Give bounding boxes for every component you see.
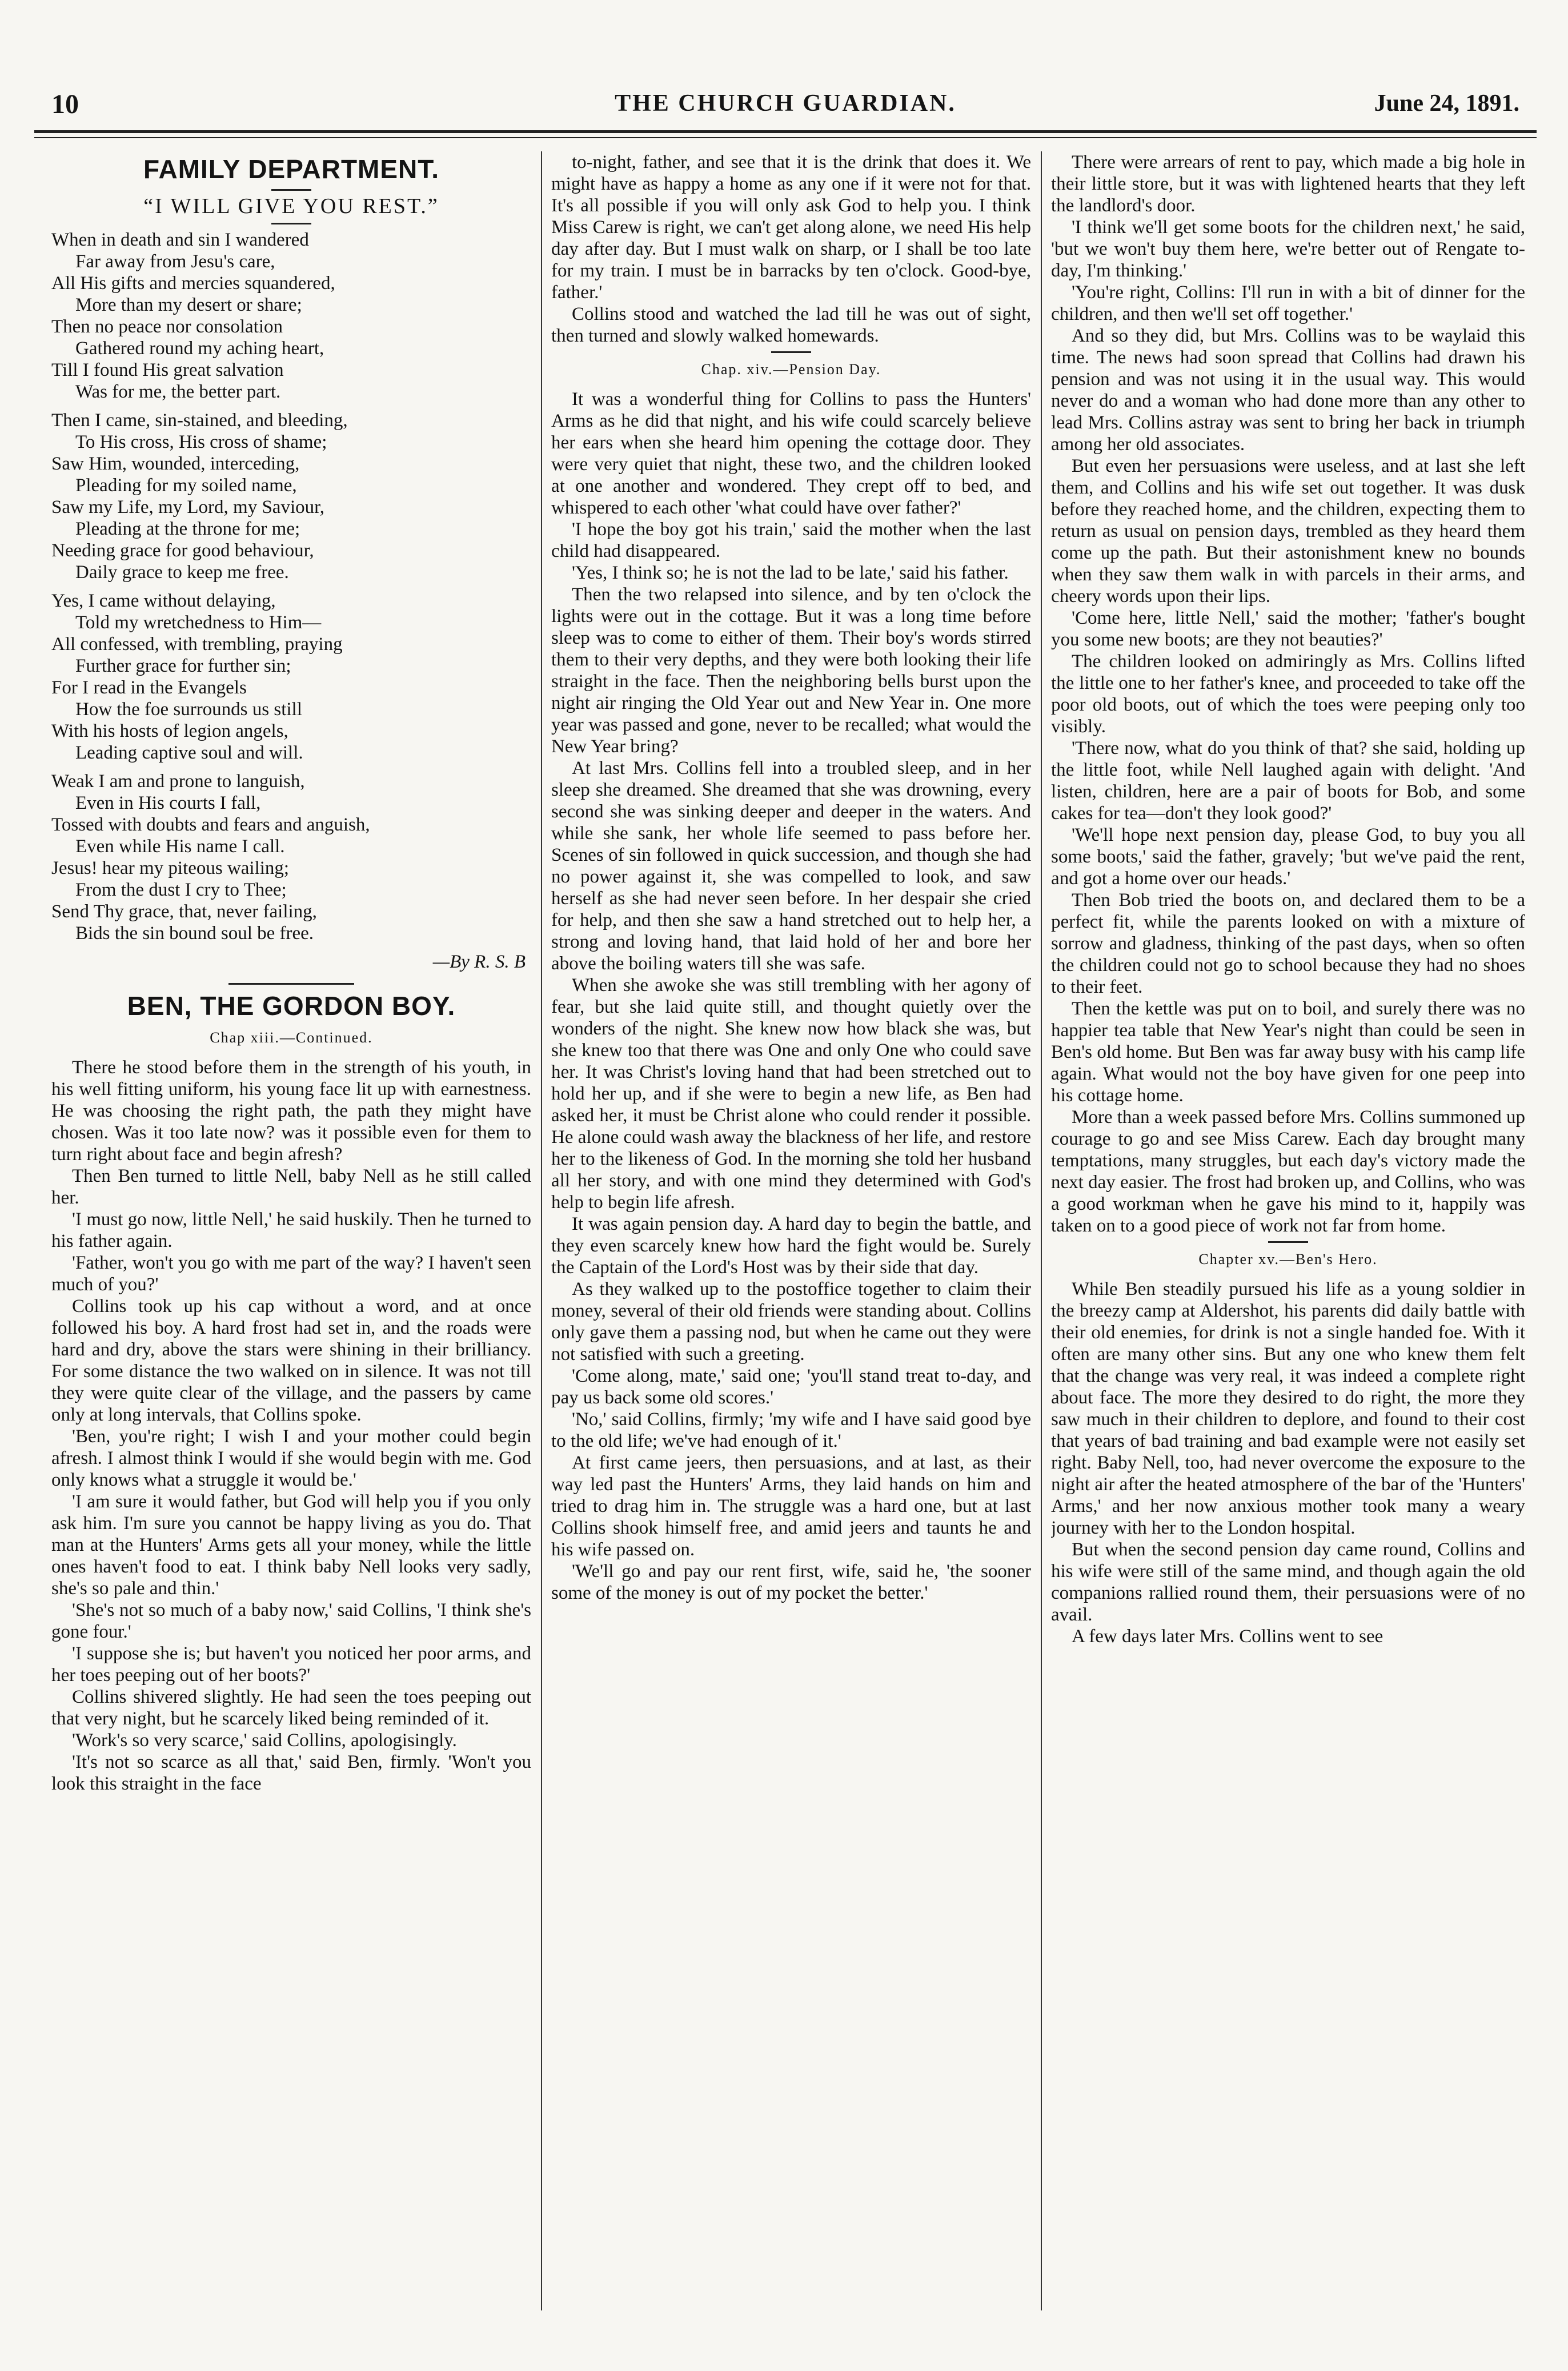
divider bbox=[228, 983, 354, 985]
poem-line: Saw my Life, my Lord, my Saviour, bbox=[51, 497, 325, 517]
divider bbox=[771, 351, 811, 353]
paragraph: The children looked on admiringly as Mrs. Collins lifted the little one to her father's knee, and proceeded to take off the poor old boots, out of which the toes were peeping only too visibly. bbox=[1051, 651, 1525, 737]
paragraph: Collins shivered slightly. He had seen the toes peeping out that very night, but he scarcely liked being reminded of it. bbox=[51, 1687, 531, 1729]
poem-title: “I WILL GIVE YOU REST.” bbox=[143, 194, 439, 218]
story-text bbox=[1051, 151, 1525, 1237]
paragraph: 'Come here, little Nell,' said the mother; 'father's bought you some new boots; are they not beauties?' bbox=[1051, 608, 1525, 650]
poem-line: Then I came, sin-stained, and bleeding, bbox=[51, 410, 348, 431]
paragraph: 'She's not so much of a baby now,' said Collins, 'I think she's gone four.' bbox=[51, 1600, 531, 1642]
chapter-heading: Chap xiii.—Continued. bbox=[210, 1029, 373, 1046]
paragraph: to-night, father, and see that it is the drink that does it. We might have as happy a home as any one if it were not for that. It's all possible if you will only ask God to help you. I think Miss Carew is right, we can't get along alone, we need His help day after day. But I must walk on sharp, or I shall be too late for my train. I must be in barracks by ten o'clock. Good-bye, father.' bbox=[551, 152, 1031, 303]
poem-line: Daily grace to keep me free. bbox=[75, 562, 289, 583]
paragraph: Then Ben turned to little Nell, baby Nell as he still called her. bbox=[51, 1166, 531, 1208]
paragraph: Then the two relapsed into silence, and by ten o'clock the lights were out in the cottage. But it was a long time before sleep was to come to either of them. Their boy's words stirred them to their very depths, and they were both looking their life straight in the face. Then the neighboring bells burst upon the night air ringing the Old Year out and New Year in. One more year was passed and gone, never to be recalled; what would the New Year bring? bbox=[551, 584, 1031, 757]
paragraph: 'I am sure it would father, but God will help you if you only ask him. I'm sure you cannot be happy living as you do. That man at the Hunters' Arms gets all your money, while the little ones haven't food to eat. I think baby Nell looks very sadly, she's so pale and thin.' bbox=[51, 1491, 531, 1599]
poem-line: Pleading at the throne for me; bbox=[75, 519, 300, 539]
poem-line: Even in His courts I fall, bbox=[75, 793, 261, 813]
paragraph: Collins stood and watched the lad till he was out of sight, then turned and slowly walked homewards. bbox=[551, 304, 1031, 346]
poem-line: To His cross, His cross of shame; bbox=[75, 432, 327, 452]
paragraph: 'We'll hope next pension day, please God, to buy you all some boots,' said the father, gravely; 'but we've paid the rent, and got a home over our heads.' bbox=[1051, 825, 1525, 889]
poem-line: Leading captive soul and will. bbox=[75, 743, 303, 763]
poem-line: For I read in the Evangels bbox=[51, 677, 247, 698]
poem-line: Needing grace for good behaviour, bbox=[51, 540, 314, 561]
divider bbox=[271, 223, 311, 224]
poem-line: All confessed, with trembling, praying bbox=[51, 634, 343, 655]
poem-stanza bbox=[51, 410, 531, 583]
paragraph: A few days later Mrs. Collins went to see bbox=[1072, 1626, 1383, 1647]
poem-stanza bbox=[51, 229, 531, 403]
paragraph: More than a week passed before Mrs. Collins summoned up courage to go and see Miss Carew. Each day brought many temptations, many struggles, but each day's victory made the next day easier. The frost had broken up, and Collins, who was a good workman when he gave his mind to it, happily was taken on to a good piece of work not far from home. bbox=[1051, 1107, 1525, 1236]
divider bbox=[271, 189, 311, 191]
paragraph: It was a wonderful thing for Collins to pass the Hunters' Arms as he did that night, and his wife could scarcely believe her ears when she heard him opening the cottage door. They were very quiet that night, these two, and the children looked at one another and wondered. They crept off to bed, and whispered to each other 'what could have over father?' bbox=[551, 389, 1031, 518]
paragraph: 'Yes, I think so; he is not the lad to be late,' said his father. bbox=[572, 563, 1009, 583]
paragraph: There he stood before them in the strength of his youth, in his well fitting uniform, his young face lit up with earnestness. He was choosing the right path, the path they might have chosen. Was it too late now? was it possible even for them to turn right about face and begin afresh? bbox=[51, 1057, 531, 1165]
poem-line: How the foe surrounds us still bbox=[75, 699, 302, 720]
paragraph: As they walked up to the postoffice together to claim their money, several of their old friends were standing about. Collins only gave them a passing nod, but when he came out they were not satisfied with such a greeting. bbox=[551, 1279, 1031, 1365]
poem-line: Saw Him, wounded, interceding, bbox=[51, 454, 300, 474]
poem-line: Pleading for my soiled name, bbox=[75, 475, 297, 496]
paragraph: 'We'll go and pay our rent first, wife, said he, 'the sooner some of the money is out of my pocket the better.' bbox=[551, 1561, 1031, 1603]
page-header bbox=[34, 89, 1537, 123]
paragraph: It was again pension day. A hard day to begin the battle, and they even scarcely knew how hard the fight would be. Surely the Captain of the Lord's Host was by their side that day. bbox=[551, 1214, 1031, 1278]
paragraph: 'Father, won't you go with me part of the way? I haven't seen much of you?' bbox=[51, 1253, 531, 1295]
chapter-heading: Chap. xiv.—Pension Day. bbox=[701, 361, 881, 378]
issue-date: June 24, 1891. bbox=[1374, 90, 1519, 117]
paragraph: At last Mrs. Collins fell into a troubled sleep, and in her sleep she dreamed. She dreamed that she was drowning, every second she was sinking deeper and deeper in the waters. And while she sank, her whole life seemed to pass before her. Scenes of sin followed in quick succession, and though she had no power against it, she was compelled to look, and saw herself as she had never seen before. In her despair she cried for help, and then she saw a hand stretched out to help her, a strong and loving hand, that laid hold of her and bore her above the boiling waters till she was safe. bbox=[551, 758, 1031, 974]
poem-line: Till I found His great salvation bbox=[51, 360, 284, 380]
divider bbox=[1268, 1241, 1308, 1243]
poem-line: Then no peace nor consolation bbox=[51, 316, 283, 337]
poem bbox=[51, 229, 531, 944]
poem-line: Weak I am and prone to languish, bbox=[51, 771, 305, 792]
paragraph: When she awoke she was still trembling with her agony of fear, but she laid quite still, and thought quietly over the wonders of the night. She knew now how black she was, but she knew too that there was One and only One who could save her. It was Christ's loving hand that had been stretched out to hold her up, and if she were to begin a new life, as Ben had asked her, it must be Christ alone who could render it possible. He alone could wash away the blackness of her life, and restore her to the likeness of God. In the morning she told her husband all her story, and with one mind they determined with God's help to begin life afresh. bbox=[551, 975, 1031, 1213]
paragraph: 'There now, what do you think of that? she said, holding up the little foot, while Nell laughed again with delight. 'And listen, children, here are a pair of boots for Bob, and some cakes for tea—don't they look good?' bbox=[1051, 738, 1525, 824]
paragraph: 'Ben, you're right; I wish I and your mother could begin afresh. I almost think I would if she would begin with me. God only knows what a struggle it would be.' bbox=[51, 1426, 531, 1490]
poem-line: Bids the sin bound soul be free. bbox=[75, 923, 314, 944]
masthead-title: THE CHURCH GUARDIAN. bbox=[615, 90, 956, 117]
paragraph: At first came jeers, then persuasions, and at last, as their way led past the Hunters' Arms, they laid hands on him and tried to drag him in. The struggle was a hard one, but at last Collins shook himself free, and amid jeers and taunts he and his wife passed on. bbox=[551, 1453, 1031, 1560]
header-rule bbox=[34, 130, 1537, 133]
poem-stanza bbox=[51, 771, 531, 944]
section-title: FAMILY DEPARTMENT. bbox=[143, 154, 440, 184]
poem-line: Told my wretchedness to Him— bbox=[75, 612, 322, 633]
story-text bbox=[551, 388, 1031, 1604]
poem-line: When in death and sin I wandered bbox=[51, 230, 309, 250]
story-text bbox=[1051, 1278, 1525, 1647]
poem-line: Yes, I came without delaying, bbox=[51, 591, 276, 611]
column-3 bbox=[1051, 151, 1525, 2322]
paragraph: 'Work's so very scarce,' said Collins, apologisingly. bbox=[72, 1730, 457, 1751]
paragraph: Then the kettle was put on to boil, and surely there was no happier tea table that New Year's night than could be seen in Ben's old home. But Ben was far away busy with his camp life again. What would not the boy have given for one peep into his cottage home. bbox=[1051, 998, 1525, 1106]
story-title: BEN, THE GORDON BOY. bbox=[127, 991, 456, 1021]
column-1 bbox=[51, 151, 531, 2322]
story-text bbox=[551, 151, 1031, 347]
poem-line: Tossed with doubts and fears and anguish, bbox=[51, 815, 370, 835]
paragraph: But when the second pension day came round, Collins and his wife were still of the same mind, and though again the old companions rallied round them, their persuasions were of no avail. bbox=[1051, 1539, 1525, 1625]
chapter-heading: Chapter xv.—Ben's Hero. bbox=[1198, 1251, 1378, 1267]
poem-line: All His gifts and mercies squandered, bbox=[51, 273, 335, 294]
column-divider bbox=[1041, 151, 1042, 2310]
paragraph: 'I think we'll get some boots for the children next,' he said, 'but we won't buy them here, we're better out of Rengate to-day, I'm thinking.' bbox=[1051, 217, 1525, 281]
paragraph: 'No,' said Collins, firmly; 'my wife and I have said good bye to the old life; we've had enough of it.' bbox=[551, 1409, 1031, 1451]
paragraph: 'It's not so scarce as all that,' said Ben, firmly. 'Won't you look this straight in the face bbox=[51, 1752, 531, 1794]
poem-line: Gathered round my aching heart, bbox=[75, 338, 324, 359]
paragraph: And so they did, but Mrs. Collins was to be waylaid this time. The news had soon spread that Collins had drawn his pension and was not using it in the usual way. This would never do and a woman who had done more than any other to lead Mrs. Collins astray was sent to bring her back in triumph among her old associates. bbox=[1051, 326, 1525, 455]
newspaper-page bbox=[34, 23, 1537, 2342]
paragraph: 'I hope the boy got his train,' said the mother when the last child had disappeared. bbox=[551, 519, 1031, 561]
paragraph: But even her persuasions were useless, and at last she left them, and Collins and his wife set out together. It was dusk before they reached home, and the children, expecting them to return as usual on pension days, trembled as they heard them come up the path. But their astonishment knew no bounds when they saw them walk in with parcels in their arms, and cheery words upon their lips. bbox=[1051, 456, 1525, 607]
poem-line: From the dust I cry to Thee; bbox=[75, 880, 287, 900]
paragraph: 'I suppose she is; but haven't you noticed her poor arms, and her toes peeping out of her boots?' bbox=[51, 1643, 531, 1686]
poem-stanza bbox=[51, 590, 531, 764]
paragraph: 'You're right, Collins: I'll run in with a bit of dinner for the children, and then we'll set off together.' bbox=[1051, 282, 1525, 324]
poem-line: Jesus! hear my piteous wailing; bbox=[51, 858, 290, 878]
poem-line: Far away from Jesu's care, bbox=[75, 251, 275, 272]
poem-line: Was for me, the better part. bbox=[75, 382, 281, 402]
poem-line: Even while His name I call. bbox=[75, 836, 285, 857]
page-number: 10 bbox=[51, 89, 79, 119]
poem-line: Further grace for further sin; bbox=[75, 656, 291, 676]
poem-signature: —By R. S. B bbox=[432, 952, 526, 972]
paragraph: Collins took up his cap without a word, and at once followed his boy. A hard frost had set in, and the roads were hard and dry, above the stars were shining in their brilliancy. For some distance the two walked on in silence. It was not till they were quite clear of the village, and the passers by came only at long intervals, that Collins spoke. bbox=[51, 1296, 531, 1425]
header-rule-thin bbox=[34, 137, 1537, 138]
paragraph: There were arrears of rent to pay, which made a big hole in their little store, but it was with lightened hearts that they left the landlord's door. bbox=[1051, 152, 1525, 216]
story-text bbox=[51, 1057, 531, 1795]
paragraph: 'Come along, mate,' said one; 'you'll stand treat to-day, and pay us back some old scores.' bbox=[551, 1366, 1031, 1408]
column-2 bbox=[551, 151, 1031, 2322]
paragraph: While Ben steadily pursued his life as a young soldier in the breezy camp at Aldershot, his parents did daily battle with their old enemies, for drink is not a single handed foe. With it often are many other sins. But any one who knew them felt that the change was very real, it was indeed a complete right about face. The more they desired to do right, the more they saw much in their children to deplore, and found to their cost that years of bad training and bad example were not easily set right. Baby Nell, too, had never overcome the exposure to the night air after the heated atmosphere of the bar of the 'Hunters' Arms,' and her now anxious mother took many a weary journey with her to the London hospital. bbox=[1051, 1279, 1525, 1538]
paragraph: 'I must go now, little Nell,' he said huskily. Then he turned to his father again. bbox=[51, 1209, 531, 1251]
poem-line: With his hosts of legion angels, bbox=[51, 721, 288, 741]
poem-line: More than my desert or share; bbox=[75, 295, 302, 315]
column-divider bbox=[541, 151, 542, 2310]
paragraph: Then Bob tried the boots on, and declared them to be a perfect fit, while the parents looked on with a mixture of sorrow and gladness, thinking of the past days, when so often the children could not go to school because they had no shoes to their feet. bbox=[1051, 890, 1525, 997]
poem-line: Send Thy grace, that, never failing, bbox=[51, 901, 317, 922]
